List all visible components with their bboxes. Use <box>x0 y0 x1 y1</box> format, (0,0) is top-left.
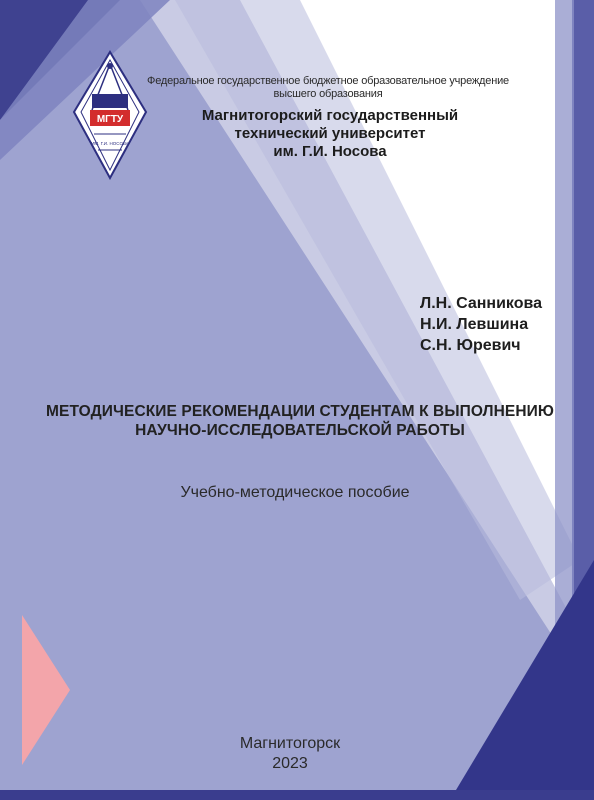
institution-type-line1: Федеральное государственное бюджетное образовательное учреждение <box>147 75 509 87</box>
university-name-line2: технический университет <box>234 125 426 142</box>
university-name-line3: им. Г.И. Носова <box>273 143 387 160</box>
book-title-line2: НАУЧНО-ИССЛЕДОВАТЕЛЬСКОЙ РАБОТЫ <box>135 422 465 439</box>
authors-list <box>420 293 542 356</box>
svg-text:ИМ. Г.И. НОСОВА: ИМ. Г.И. НОСОВА <box>91 141 129 146</box>
author-name: Н.И. Левшина <box>420 316 529 333</box>
book-title <box>20 402 580 440</box>
book-type: Учебно-методическое пособие <box>180 484 410 501</box>
svg-text:МГТУ: МГТУ <box>96 114 124 125</box>
university-emblem-icon <box>72 50 148 180</box>
institution-type-line2: высшего образования <box>273 88 383 100</box>
bottom-strip <box>0 790 594 800</box>
author-name: Л.Н. Санникова <box>420 295 543 312</box>
university-name <box>170 107 490 161</box>
publication-year: 2023 <box>272 755 308 772</box>
university-name-line1: Магнитогорский государственный <box>201 107 459 124</box>
book-title-line1: МЕТОДИЧЕСКИЕ РЕКОМЕНДАЦИИ СТУДЕНТАМ К ВЫПОЛНЕНИЮ <box>46 403 554 420</box>
author-name: С.Н. Юревич <box>420 337 521 354</box>
publication-city: Магнитогорск <box>239 735 341 752</box>
institution-type <box>138 75 518 101</box>
